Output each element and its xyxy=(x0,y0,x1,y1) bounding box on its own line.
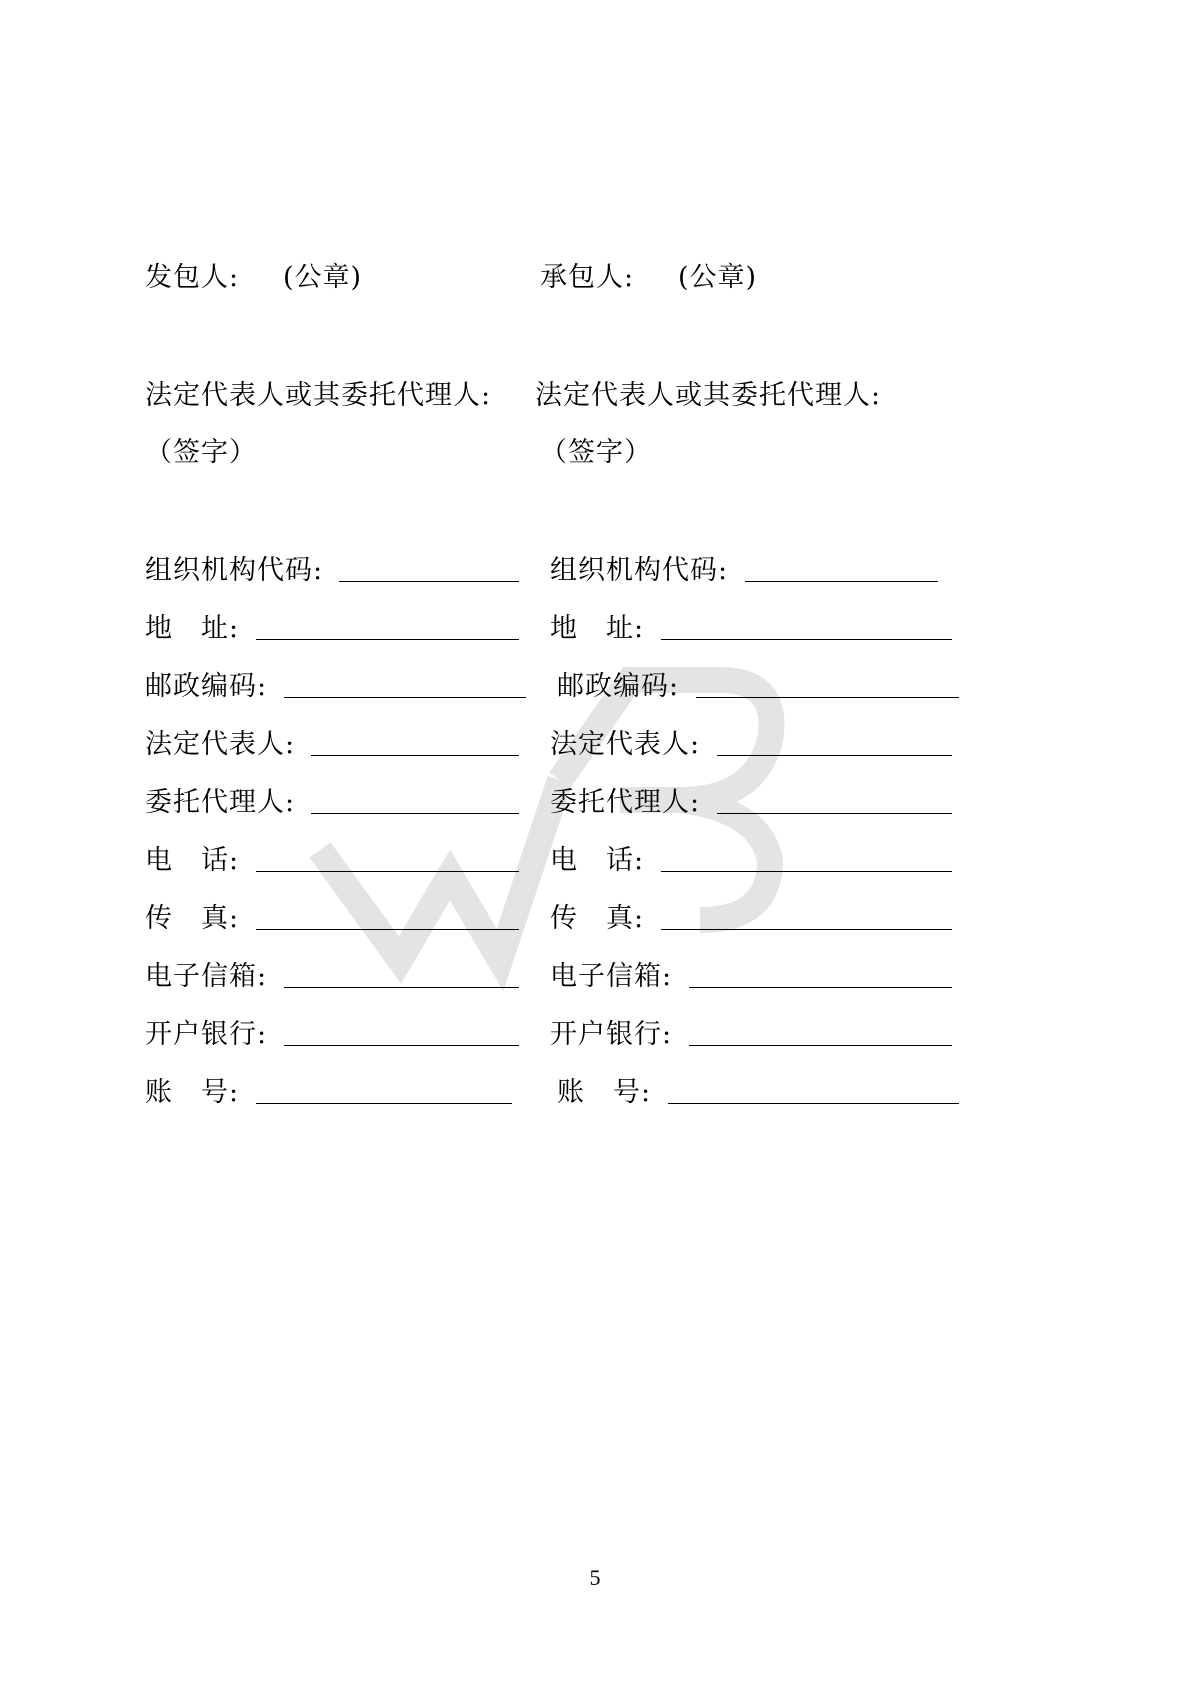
right-email-field[interactable] xyxy=(689,987,952,988)
right-org-code-field[interactable] xyxy=(745,581,938,582)
left-account-field[interactable] xyxy=(256,1103,512,1104)
right-org-code-label: 组织机构代码: xyxy=(550,555,729,586)
left-postcode-label: 邮政编码: xyxy=(145,671,268,702)
left-address-field[interactable] xyxy=(256,639,519,640)
right-phone-field[interactable] xyxy=(661,871,952,872)
left-legal-rep-label: 法定代表人: xyxy=(145,729,296,760)
right-account-field[interactable] xyxy=(668,1103,959,1104)
right-postcode-label: 邮政编码: xyxy=(557,671,680,702)
left-bank-label: 开户银行: xyxy=(145,1019,268,1050)
right-account-label: 账 号: xyxy=(557,1077,652,1108)
contractor-seal-label: (公章) xyxy=(678,262,758,293)
right-postcode-field[interactable] xyxy=(696,697,959,698)
employer-representative-label: 法定代表人或其委托代理人: xyxy=(145,380,492,411)
right-phone-label: 电 话: xyxy=(550,845,645,876)
employer-signature-label: （签字） xyxy=(145,437,257,468)
contractor-representative-label: 法定代表人或其委托代理人: xyxy=(535,380,882,411)
left-agent-label: 委托代理人: xyxy=(145,787,296,818)
right-fax-label: 传 真: xyxy=(550,903,645,934)
left-email-field[interactable] xyxy=(284,987,519,988)
left-phone-field[interactable] xyxy=(256,871,519,872)
left-account-label: 账 号: xyxy=(145,1077,240,1108)
left-fax-field[interactable] xyxy=(256,929,519,930)
left-agent-field[interactable] xyxy=(311,813,519,814)
right-fax-field[interactable] xyxy=(661,929,952,930)
left-fax-label: 传 真: xyxy=(145,903,240,934)
right-bank-label: 开户银行: xyxy=(550,1019,673,1050)
left-email-label: 电子信箱: xyxy=(145,961,268,992)
right-legal-rep-field[interactable] xyxy=(717,755,952,756)
employer-seal-label: (公章) xyxy=(283,262,363,293)
left-address-label: 地 址: xyxy=(145,613,240,644)
right-address-label: 地 址: xyxy=(550,613,645,644)
contractor-signature-label: （签字） xyxy=(540,437,652,468)
right-legal-rep-label: 法定代表人: xyxy=(550,729,701,760)
right-bank-field[interactable] xyxy=(689,1045,952,1046)
left-bank-field[interactable] xyxy=(284,1045,519,1046)
right-address-field[interactable] xyxy=(661,639,952,640)
left-org-code-field[interactable] xyxy=(339,581,519,582)
right-agent-label: 委托代理人: xyxy=(550,787,701,818)
left-org-code-label: 组织机构代码: xyxy=(145,555,324,586)
left-legal-rep-field[interactable] xyxy=(311,755,519,756)
right-email-label: 电子信箱: xyxy=(550,961,673,992)
right-agent-field[interactable] xyxy=(717,813,952,814)
left-phone-label: 电 话: xyxy=(145,845,240,876)
page-number: 5 xyxy=(589,1565,601,1590)
contractor-label: 承包人: xyxy=(540,262,635,293)
left-postcode-field[interactable] xyxy=(284,697,526,698)
employer-label: 发包人: xyxy=(145,262,240,293)
